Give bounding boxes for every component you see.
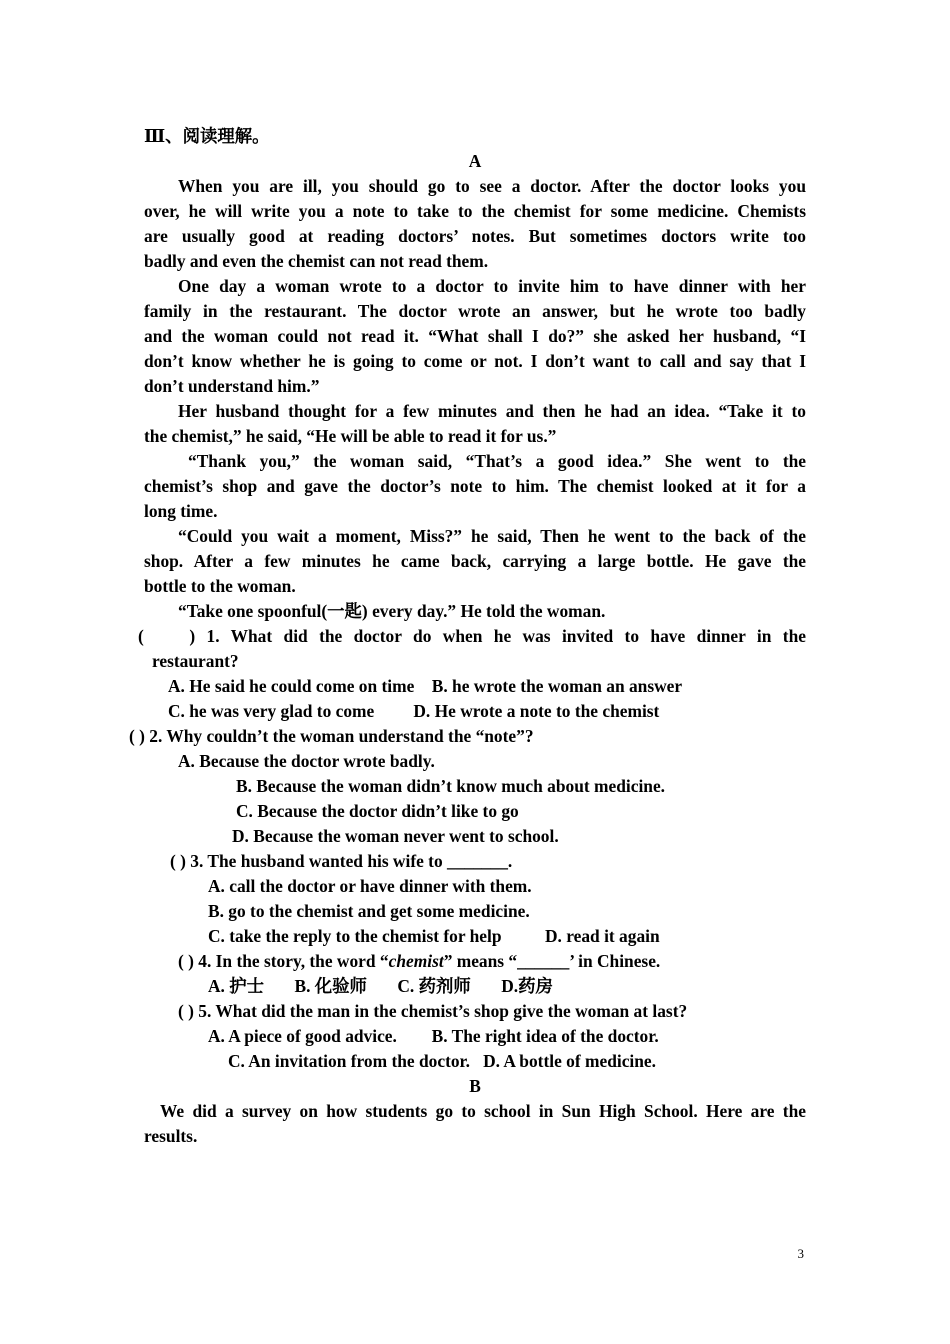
passage-a-line: bottle to the woman. (144, 576, 296, 596)
passage-a-label: A (468, 151, 482, 171)
passage-a-line: “Could you wait a moment, Miss?” he said, Then he went to the back of the (178, 526, 806, 546)
question-1-options-cd: C. he was very glad to come D. He wrote a note to the chemist (168, 701, 660, 721)
passage-a-line: long time. (144, 501, 218, 521)
passage-a-line: “Thank you,” the woman said, “That’s a good idea.” She went to the (188, 451, 806, 471)
question-4-suffix: ” means “______’ in Chinese. (443, 951, 661, 971)
passage-a-line: don’t understand him.” (144, 376, 320, 396)
question-5-options-ab: A. A piece of good advice. B. The right idea of the doctor. (208, 1026, 659, 1046)
passage-a-line: Her husband thought for a few minutes and then he had an idea. “Take it to (178, 401, 806, 421)
question-1-options-ab: A. He said he could come on time B. he wrote the woman an answer (168, 676, 683, 696)
question-3: ( ) 3. The husband wanted his wife to _______. (170, 851, 513, 871)
question-4-options: A. 护士 B. 化验师 C. 药剂师 D.药房 (208, 976, 553, 996)
passage-a-line: chemist’s shop and gave the doctor’s note to him. The chemist looked at it for a (144, 476, 806, 496)
question-3-options-cd: C. take the reply to the chemist for help D. read it again (208, 926, 660, 946)
question-4-prefix: ( ) 4. In the story, the word “ (178, 951, 389, 971)
passage-a-line: and the woman could not read it. “What shall I do?” she asked her husband, “I (144, 326, 806, 346)
page-number: 3 (797, 1246, 804, 1261)
question-2-option-c: C. Because the doctor didn’t like to go (236, 801, 519, 821)
question-1-cont: restaurant? (152, 651, 239, 671)
question-2-option-d: D. Because the woman never went to school. (232, 826, 559, 846)
passage-a-line: badly and even the chemist can not read them. (144, 251, 489, 271)
question-3-option-b: B. go to the chemist and get some medicine. (208, 901, 530, 921)
section-title: Ⅲ、阅读理解。 (144, 126, 270, 146)
passage-a-line: the chemist,” he said, “He will be able to read it for us.” (144, 426, 557, 446)
passage-a-line: When you are ill, you should go to see a doctor. After the doctor looks you (178, 176, 806, 196)
question-3-option-a: A. call the doctor or have dinner with them. (208, 876, 532, 896)
passage-b-line: results. (144, 1126, 198, 1146)
question-2-option-a: A. Because the doctor wrote badly. (178, 751, 435, 771)
passage-a-line: shop. After a few minutes he came back, carrying a large bottle. He gave the (144, 551, 806, 571)
question-5: ( ) 5. What did the man in the chemist’s shop give the woman at last? (178, 1001, 688, 1021)
question-4 (178, 949, 660, 974)
question-5-options-cd: C. An invitation from the doctor. D. A bottle of medicine. (228, 1051, 656, 1071)
passage-a-line: over, he will write you a note to take to the chemist for some medicine. Chemists (144, 201, 806, 221)
passage-a-line: are usually good at reading doctors’ notes. But sometimes doctors write too (144, 226, 806, 246)
question-2-option-b: B. Because the woman didn’t know much about medicine. (236, 776, 666, 796)
question-1: ( ) 1. What did the doctor do when he was invited to have dinner in the (138, 626, 806, 646)
question-2: ( ) 2. Why couldn’t the woman understand the “note”? (129, 726, 534, 746)
passage-b-label: B (469, 1076, 481, 1096)
question-4-word: chemist (388, 951, 444, 971)
passage-a-line: One day a woman wrote to a doctor to invite him to have dinner with her (178, 276, 806, 296)
passage-a-line: don’t know whether he is going to come or not. I don’t want to call and say that I (144, 351, 806, 371)
passage-a-line: “Take one spoonful(一匙) every day.” He told the woman. (178, 601, 606, 621)
passage-a-line: family in the restaurant. The doctor wrote an answer, but he wrote too badly (144, 301, 806, 321)
passage-b-line: We did a survey on how students go to school in Sun High School. Here are the (160, 1101, 806, 1121)
